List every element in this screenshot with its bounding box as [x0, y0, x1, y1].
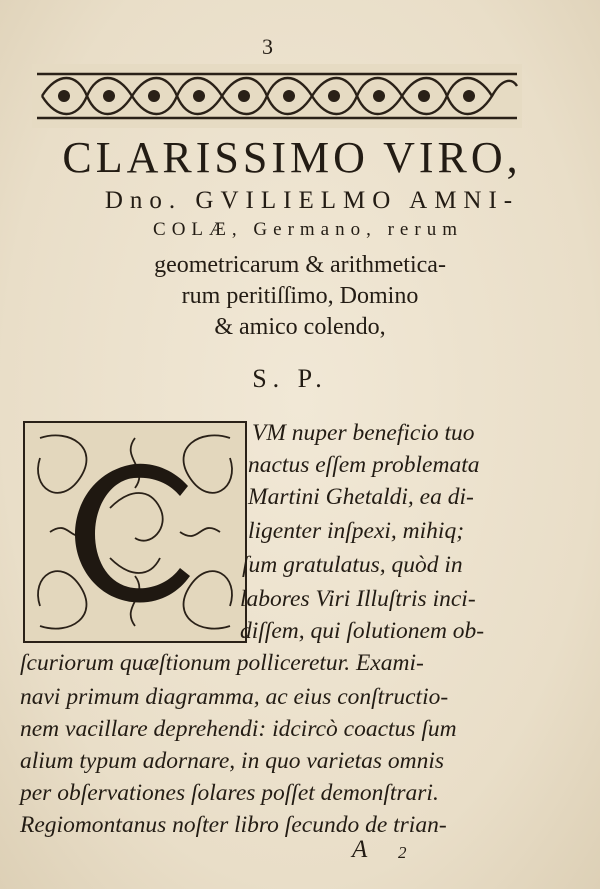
- heading-line-3: COLÆ, Germano, rerum: [153, 219, 463, 240]
- signature-mark: A: [352, 836, 368, 863]
- heading-line-2: Dno. GVILIELMO AMNI-: [104, 187, 520, 214]
- signature-number: 2: [398, 843, 407, 862]
- body-line-5: ſum gratulatus, quòd in: [242, 552, 463, 578]
- salutation: S. P.: [252, 364, 328, 393]
- heading-line-5: rum peritiſſimo, Domino: [181, 283, 419, 309]
- body-line-4: ligenter inſpexi, mihiq;: [248, 518, 465, 544]
- decorated-initial-c-icon: [20, 418, 250, 646]
- body-line-3: Martini Ghetaldi, ea di-: [248, 484, 474, 510]
- heading-line-6: & amico colendo,: [214, 314, 386, 340]
- body-line-10: nem vacillare deprehendi: idcircò coactus ſum: [20, 716, 457, 742]
- page-number: 3: [262, 34, 273, 59]
- body-line-6: labores Viri Illuſtris inci-: [240, 586, 476, 612]
- body-line-13: Regiomontanus noſter libro ſecundo de trian-: [20, 812, 447, 838]
- headpiece-ornament-icon: [32, 64, 522, 128]
- heading-line-4: geometricarum & arithmetica-: [154, 252, 446, 278]
- body-line-2: nactus eſſem problemata: [248, 452, 480, 478]
- body-line-11: alium typum adornare, in quo varietas omnis: [20, 748, 445, 774]
- body-line-12: per obſervationes ſolares poſſet demonſtrari.: [20, 780, 439, 806]
- body-line-7: diſſem, qui ſolutionem ob-: [240, 618, 485, 644]
- body-line-1: VM nuper beneficio tuo: [252, 420, 475, 446]
- body-line-9: navi primum diagramma, ac eius conſtructio-: [20, 684, 449, 710]
- heading-line-1: CLARISSIMO VIRO,: [62, 133, 522, 182]
- body-line-8: ſcuriorum quæſtionum polliceretur. Exami-: [20, 650, 424, 676]
